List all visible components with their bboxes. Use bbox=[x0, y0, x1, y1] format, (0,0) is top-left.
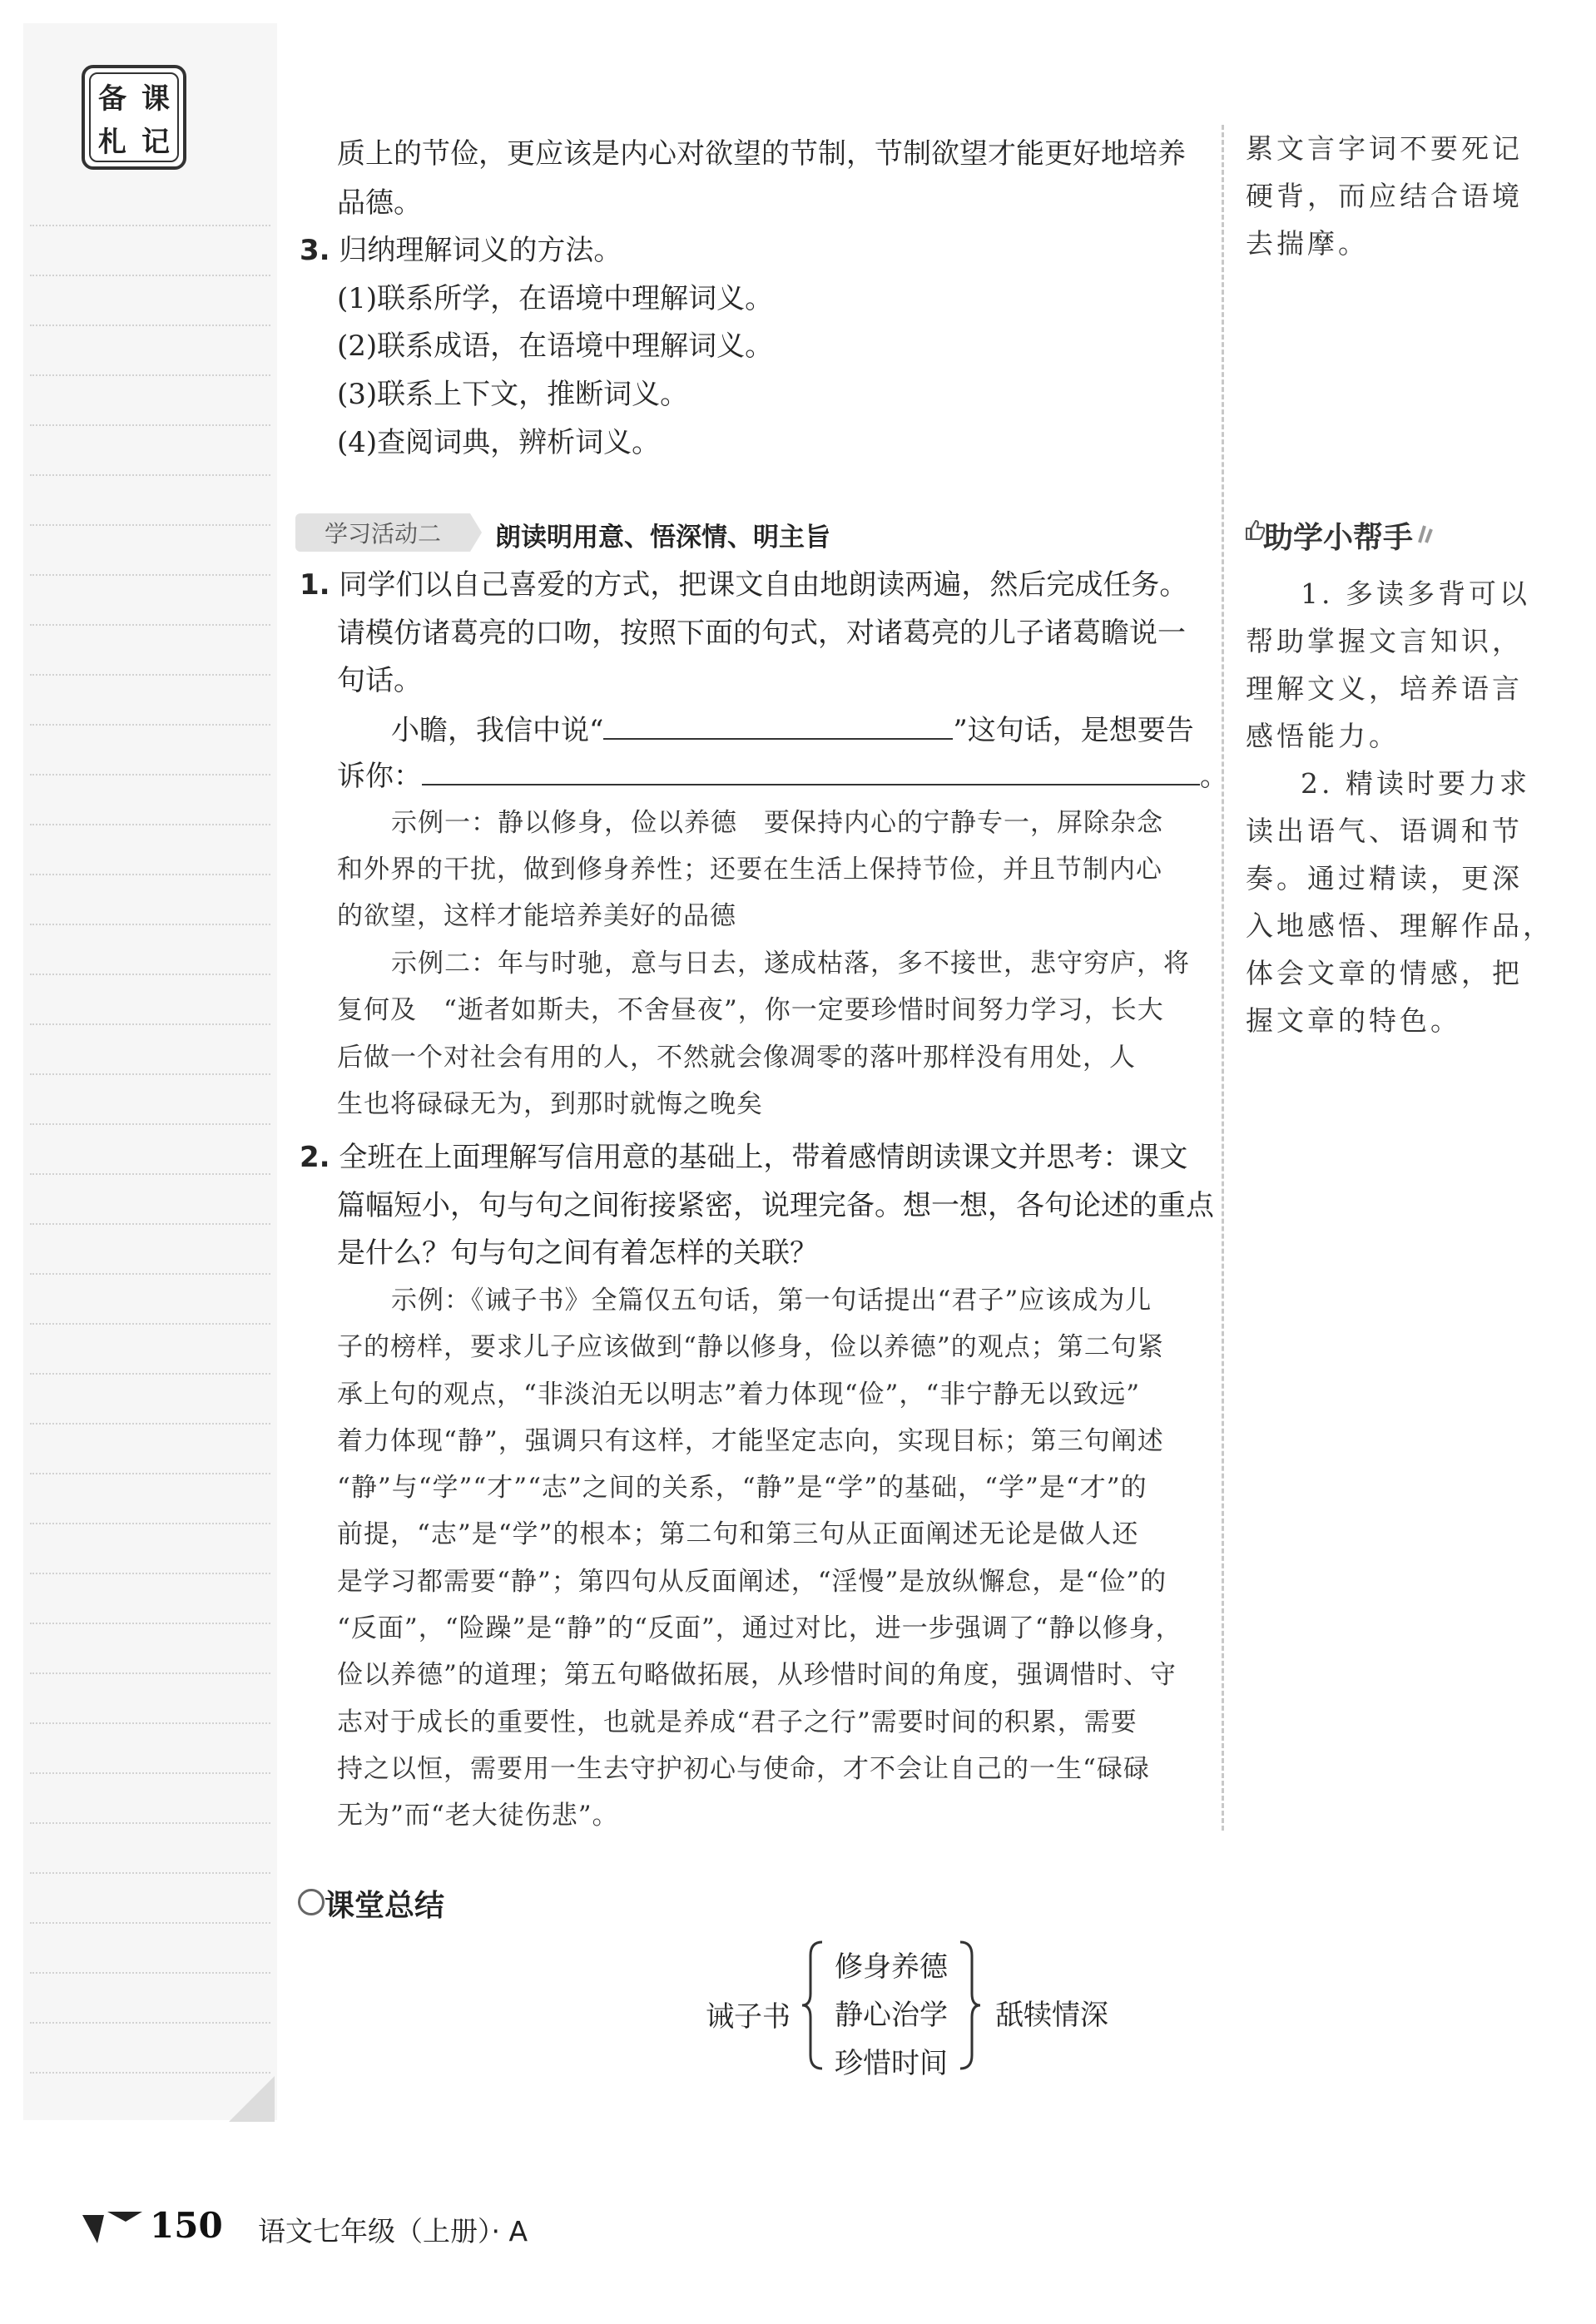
example-line: 持之以恒，需要用一生去守护初心与使命，才不会让自己的一生“碌碌 bbox=[337, 1754, 1150, 1784]
helper-line: 握文章的特色。 bbox=[1246, 1004, 1461, 1037]
note-line bbox=[30, 1573, 270, 1574]
example-line: 子的榜样，要求儿子应该做到“静以修身，俭以养德”的观点；第二句紧 bbox=[337, 1332, 1164, 1362]
helper-line: 2. 精读时要力求 bbox=[1301, 767, 1530, 800]
summary-root: 诫子书 bbox=[706, 2000, 791, 2034]
note-line bbox=[30, 574, 270, 576]
note-line bbox=[30, 424, 270, 426]
page-number: 150 bbox=[150, 2205, 223, 2246]
example-line: 无为”而“老大徒伤悲”。 bbox=[337, 1801, 619, 1831]
method-item: (4)查阅词典，辨析词义。 bbox=[337, 426, 661, 459]
note-line bbox=[30, 1722, 270, 1724]
summary-branch: 修身养德 bbox=[835, 1950, 948, 1984]
logo-char: 记 bbox=[141, 125, 170, 159]
note-line bbox=[30, 724, 270, 726]
example-line: 承上句的观点，“非淡泊无以明志”着力体现“俭”，“非宁静无以致远” bbox=[337, 1380, 1141, 1410]
summary-result: 舐犊情深 bbox=[995, 1999, 1108, 2032]
notes-corner-tab bbox=[229, 2076, 275, 2122]
note-line bbox=[30, 1223, 270, 1225]
logo-char: 备 bbox=[98, 82, 126, 116]
example-line: “静”与“学”“才”“志”之间的关系，“静”是“学”的基础，“学”是“才”的 bbox=[337, 1473, 1147, 1503]
example-line: 生也将碌碌无为，到那时就悔之晚矣 bbox=[337, 1089, 763, 1119]
answer-blank[interactable] bbox=[603, 713, 953, 740]
thumbs-up-icon bbox=[1245, 519, 1265, 544]
note-line bbox=[30, 924, 270, 925]
activity-tag: 学习活动二 bbox=[295, 513, 470, 552]
note-line bbox=[30, 1173, 270, 1175]
summary-branch: 静心治学 bbox=[835, 1999, 948, 2032]
note-line bbox=[30, 1323, 270, 1325]
question-line: 同学们以自己喜爱的方式，把课文自由地朗读两遍，然后完成任务。 bbox=[339, 568, 1188, 602]
example-line: 示例：《诫子书》全篇仅五句话，第一句话提出“君子”应该成为儿 bbox=[391, 1286, 1152, 1316]
note-line bbox=[30, 225, 270, 226]
paragraph-line: 品德。 bbox=[337, 186, 422, 220]
example-line: 示例一：静以修身，俭以养德 要保持内心的宁静专一，屏除杂念 bbox=[391, 808, 1163, 838]
footer-arrow-icon bbox=[79, 2207, 146, 2252]
side-note-line: 去揣摩。 bbox=[1246, 227, 1369, 260]
note-line bbox=[30, 374, 270, 376]
note-line bbox=[30, 1473, 270, 1474]
example-line: 示例二：年与时驰，意与日去，遂成枯落，多不接世，悲守穷庐，将 bbox=[391, 949, 1190, 979]
method-item: (2)联系成语，在语境中理解词义。 bbox=[337, 330, 774, 363]
example-line: 俭以养德”的道理；第五句略做拓展，从珍惜时间的角度，强调惜时、守 bbox=[337, 1660, 1177, 1690]
example-line: “反面”，“险躁”是“静”的“反面”，通过对比，进一步强调了“静以修身， bbox=[337, 1613, 1182, 1643]
example-line: 着力体现“静”，强调只有这样，才能坚定志向，实现目标；第三句阐述 bbox=[337, 1426, 1164, 1456]
item-title: 归纳理解词义的方法。 bbox=[339, 234, 622, 267]
logo-char: 课 bbox=[141, 82, 170, 116]
question-number: 2. bbox=[300, 1141, 330, 1174]
activity-tag-arrow bbox=[470, 513, 482, 552]
question-line: 是什么？句与句之间有着怎样的关联？ bbox=[337, 1236, 818, 1270]
helper-line: 帮助掌握文言知识， bbox=[1246, 625, 1523, 657]
activity-title: 朗读明用意、悟深情、明主旨 bbox=[495, 523, 830, 553]
helper-line: 入地感悟、理解作品， bbox=[1246, 909, 1554, 942]
question-line: 全班在上面理解写信用意的基础上，带着感情朗读课文并思考：课文 bbox=[339, 1141, 1188, 1174]
note-line bbox=[30, 624, 270, 626]
note-line bbox=[30, 2022, 270, 2024]
sidebar-divider bbox=[1222, 125, 1224, 1831]
method-item: (3)联系上下文，推断词义。 bbox=[337, 378, 689, 411]
fill-prompt: ”这句话，是想要告 bbox=[953, 714, 1194, 747]
helper-line: 1. 多读多背可以 bbox=[1301, 577, 1530, 610]
note-line bbox=[30, 524, 270, 526]
example-line: 后做一个对社会有用的人，不然就会像凋零的落叶那样没有用处，人 bbox=[337, 1043, 1136, 1073]
helper-line: 感悟能力。 bbox=[1246, 720, 1400, 752]
note-line bbox=[30, 1922, 270, 1924]
note-line bbox=[30, 1123, 270, 1125]
logo-char: 札 bbox=[98, 125, 126, 159]
book-title: 语文七年级（上册）· A bbox=[258, 2215, 528, 2247]
note-line bbox=[30, 824, 270, 825]
helper-line: 理解文义，培养语言 bbox=[1246, 672, 1523, 705]
example-line: 是学习都需要“静”；第四句从反面阐述，“淫慢”是放纵懈怠，是“俭”的 bbox=[337, 1567, 1167, 1597]
question-line: 句话。 bbox=[337, 664, 422, 697]
paragraph-line: 质上的节俭，更应该是内心对欲望的节制，节制欲望才能更好地培养 bbox=[337, 137, 1186, 171]
note-line bbox=[30, 1523, 270, 1524]
note-line bbox=[30, 774, 270, 775]
helper-line: 读出语气、语调和节 bbox=[1246, 815, 1523, 847]
note-line bbox=[30, 974, 270, 975]
note-line bbox=[30, 1373, 270, 1375]
note-line bbox=[30, 275, 270, 276]
example-line: 的欲望，这样才能培养美好的品德 bbox=[337, 901, 736, 931]
side-note-line: 硬背，而应结合语境 bbox=[1246, 180, 1523, 212]
summary-title: 课堂总结 bbox=[325, 1889, 445, 1923]
helper-text bbox=[1246, 570, 1554, 1044]
left-brace bbox=[800, 1939, 825, 2075]
fill-prompt: 小瞻，我信中说“ bbox=[391, 714, 604, 747]
example-line: 前提，“志”是“学”的根本；第二句和第三句从正面阐述无论是做人还 bbox=[337, 1519, 1139, 1549]
helper-line: 奏。通过精读，更深 bbox=[1246, 862, 1523, 894]
note-line bbox=[30, 325, 270, 326]
note-line bbox=[30, 1822, 270, 1824]
note-line bbox=[30, 1972, 270, 1974]
note-line bbox=[30, 2072, 270, 2074]
item-number: 3. bbox=[300, 234, 330, 267]
example-line: 志对于成长的重要性，也就是养成“君子之行”需要时间的积累，需要 bbox=[337, 1707, 1138, 1737]
notes-column bbox=[23, 23, 277, 2120]
summary-branch: 珍惜时间 bbox=[835, 2047, 948, 2080]
note-line bbox=[30, 474, 270, 476]
note-line bbox=[30, 1423, 270, 1425]
helper-line: 体会文章的情感，把 bbox=[1246, 957, 1523, 989]
fill-end: 。 bbox=[1200, 760, 1228, 793]
example-line: 复何及 “逝者如斯夫，不舍昼夜”，你一定要珍惜时间努力学习，长大 bbox=[337, 995, 1164, 1025]
note-line bbox=[30, 874, 270, 875]
question-number: 1. bbox=[300, 568, 330, 602]
note-line bbox=[30, 674, 270, 676]
summary-icon bbox=[298, 1889, 325, 1915]
question-line: 篇幅短小，句与句之间衔接紧密，说理完备。想一想，各句论述的重点 bbox=[337, 1189, 1214, 1222]
notes-logo bbox=[82, 65, 186, 170]
side-note-line: 累文言字词不要死记 bbox=[1246, 132, 1523, 165]
fill-prompt: 诉你： bbox=[337, 760, 422, 793]
sparkle-icon bbox=[1415, 521, 1440, 549]
note-line bbox=[30, 1623, 270, 1624]
question-line: 请模仿诸葛亮的口吻，按照下面的句式，对诸葛亮的儿子诸葛瞻说一 bbox=[337, 617, 1186, 650]
side-note-top bbox=[1246, 125, 1523, 267]
note-line bbox=[30, 1073, 270, 1075]
note-line bbox=[30, 1672, 270, 1674]
note-line bbox=[30, 1872, 270, 1874]
helper-title: 助学小帮手 bbox=[1263, 521, 1414, 555]
answer-blank[interactable] bbox=[422, 759, 1200, 785]
right-brace bbox=[957, 1939, 982, 2075]
note-line bbox=[30, 1023, 270, 1025]
note-line bbox=[30, 1772, 270, 1774]
method-item: (1)联系所学，在语境中理解词义。 bbox=[337, 282, 774, 315]
example-line: 和外界的干扰，做到修身养性；还要在生活上保持节俭，并且节制内心 bbox=[337, 855, 1162, 885]
note-line bbox=[30, 1273, 270, 1275]
